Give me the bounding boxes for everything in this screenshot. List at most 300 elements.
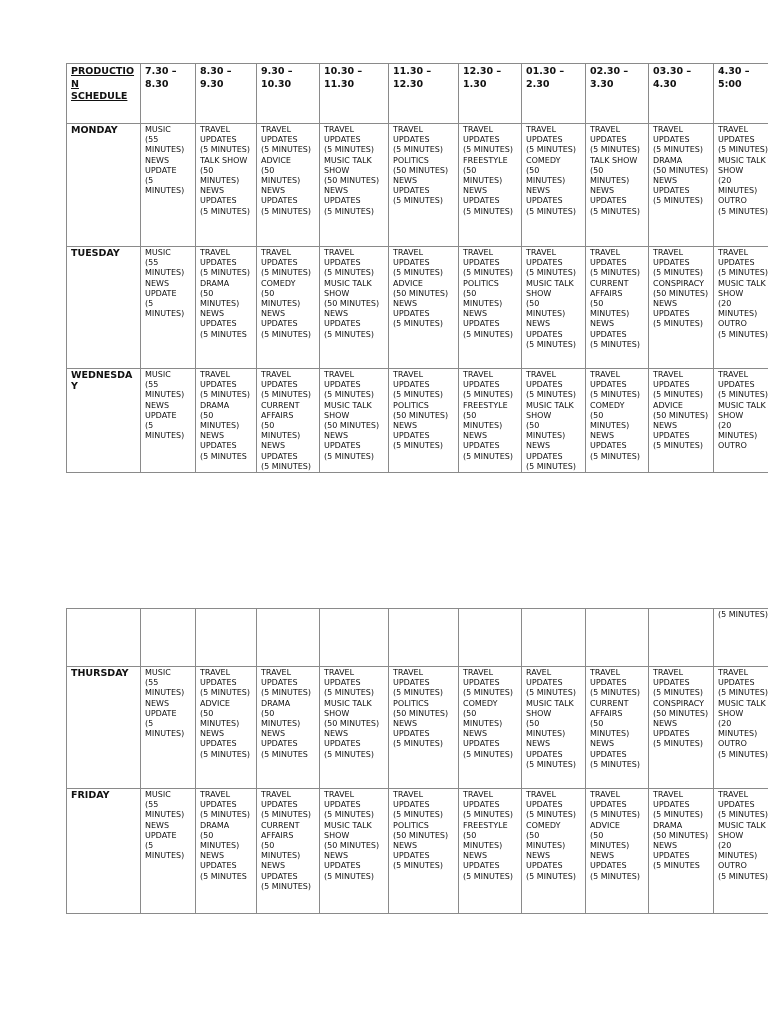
- program-line: NEWS UPDATES: [324, 309, 361, 329]
- program-line: POLITICS: [463, 278, 499, 288]
- program-line: (5 MINUTES): [261, 390, 311, 400]
- program-line: (50 MINUTES): [324, 299, 380, 309]
- program-line: (50 MINUTES): [526, 830, 566, 851]
- program-line: (50 MINUTES): [200, 410, 240, 431]
- program-line: (5 MINUTES): [324, 749, 374, 759]
- program-line: (5 MINUTES): [590, 451, 640, 461]
- program-line: NEWS UPDATES: [261, 441, 298, 461]
- program-line: (50 MINUTES): [526, 719, 566, 739]
- program-line: (50 MINUTES): [463, 830, 503, 851]
- program-line: MUSIC: [145, 668, 171, 677]
- program-line: POLITICS: [393, 820, 429, 830]
- program-line: (5 MINUTES): [200, 268, 250, 278]
- program-cell: [141, 247, 196, 369]
- program-line: (5 MINUTES): [261, 329, 311, 339]
- program-line: (5 MINUTES): [463, 206, 513, 216]
- program-line: CURRENT AFFAIRS: [261, 400, 300, 420]
- program-line: TRAVEL UPDATES: [653, 370, 690, 390]
- program-line: NEWS UPDATES: [324, 431, 361, 451]
- program-cell: [649, 124, 714, 247]
- program-line: TRAVEL UPDATES: [590, 370, 627, 390]
- program-line: (5 MINUTES): [463, 810, 513, 820]
- program-line: TRAVEL UPDATES: [200, 668, 237, 688]
- program-line: TRAVEL UPDATES: [718, 248, 755, 268]
- program-line: (50 MINUTES): [393, 288, 449, 298]
- program-line: NEWS UPDATES: [200, 186, 237, 206]
- day-label: FRIDAY: [67, 789, 141, 914]
- program-line: (5 MINUTES): [718, 810, 768, 820]
- program-line: NEWS UPDATES: [261, 186, 298, 206]
- program-line: (5 MINUTES): [653, 441, 703, 451]
- program-line: COMEDY: [261, 278, 296, 288]
- program-cell: [522, 789, 586, 914]
- program-line: (5 MINUTES): [324, 206, 374, 216]
- program-line: COMEDY: [463, 698, 498, 708]
- program-line: NEWS UPDATES: [463, 729, 500, 749]
- time-slot-header: 7.30 – 8.30: [141, 64, 196, 124]
- program-line: (5 MINUTES): [393, 441, 443, 451]
- program-line: (50 MINUTES): [463, 288, 503, 309]
- program-cell: [649, 789, 714, 914]
- program-line: (5 MINUTES): [324, 810, 374, 820]
- continuation-cell: [320, 609, 389, 667]
- program-line: (5 MINUTES): [526, 688, 576, 698]
- program-cell: [586, 667, 649, 789]
- program-line: (5 MINUTES): [526, 871, 576, 881]
- program-line: NEWS UPDATES: [463, 851, 500, 871]
- program-line: CURRENT AFFAIRS: [590, 698, 629, 718]
- program-line: (5 MINUTES: [261, 749, 308, 759]
- program-line: TRAVEL UPDATES: [590, 125, 627, 145]
- program-line: (55 MINUTES): [145, 678, 185, 698]
- program-line: NEWS UPDATE: [145, 278, 177, 298]
- program-cell: [522, 124, 586, 247]
- program-line: (50 MINUTES): [463, 708, 503, 729]
- program-line: NEWS UPDATES: [590, 851, 627, 871]
- program-line: (5 MINUTES): [324, 871, 374, 881]
- program-line: (5 MINUTES): [463, 871, 513, 881]
- program-line: (50 MINUTES): [324, 841, 380, 851]
- day-row: [67, 789, 768, 914]
- program-line: MUSIC TALK SHOW: [526, 278, 574, 298]
- program-cell: [257, 369, 320, 473]
- program-line: (5 MINUTES): [200, 749, 250, 759]
- program-line: CURRENT AFFAIRS: [261, 820, 300, 840]
- program-line: (5 MINUTES): [145, 841, 185, 861]
- program-line: MUSIC: [145, 790, 171, 799]
- program-cell: [257, 247, 320, 369]
- program-line: (50 MINUTES): [590, 719, 630, 739]
- program-line: (50 MINUTES): [463, 410, 503, 431]
- program-line: (5 MINUTES: [200, 871, 247, 881]
- program-line: DRAMA: [200, 820, 230, 830]
- time-slot-header: 9.30 – 10.30: [257, 64, 320, 124]
- continuation-cell: [196, 609, 257, 667]
- program-line: NEWS UPDATES: [526, 739, 563, 759]
- program-line: (50 MINUTES): [200, 708, 240, 729]
- program-cell: [196, 247, 257, 369]
- program-cell: [586, 369, 649, 473]
- program-line: NEWS UPDATES: [200, 729, 237, 749]
- program-line: NEWS UPDATES: [393, 719, 430, 739]
- program-cell: [649, 667, 714, 789]
- header-row: [67, 64, 768, 124]
- program-line: MUSIC TALK SHOW: [324, 400, 372, 420]
- program-cell: [141, 124, 196, 247]
- program-line: (5 MINUTES): [590, 871, 640, 881]
- time-slot-header: 01.30 – 2.30: [522, 64, 586, 124]
- program-line: (50 MINUTES): [200, 288, 240, 309]
- program-line: TRAVEL UPDATES: [526, 370, 563, 390]
- program-line: (5 MINUTES): [393, 268, 443, 278]
- program-cell: [586, 247, 649, 369]
- program-line: (5 MINUTES): [145, 299, 185, 319]
- program-cell: [522, 369, 586, 473]
- program-line: (50 MINUTES): [393, 830, 449, 840]
- program-line: (5 MINUTES): [261, 268, 311, 278]
- program-line: (50 MINUTES): [324, 719, 380, 729]
- continuation-cell: [389, 609, 459, 667]
- program-line: NEWS UPDATES: [324, 729, 361, 749]
- program-line: (5 MINUTES): [261, 206, 311, 216]
- program-line: (5 MINUTES): [393, 688, 443, 698]
- program-line: TRAVEL UPDATES: [526, 790, 563, 810]
- program-line: NEWS UPDATES: [393, 176, 430, 196]
- program-line: COMEDY: [526, 820, 561, 830]
- program-cell: [459, 247, 522, 369]
- program-line: ADVICE: [200, 698, 230, 708]
- program-line: TRAVEL UPDATES: [200, 248, 237, 268]
- program-line: (5 MINUTES): [653, 268, 703, 278]
- day-row: [67, 247, 768, 369]
- program-line: NEWS UPDATE: [145, 400, 177, 420]
- program-line: TRAVEL UPDATES: [718, 125, 755, 145]
- program-line: (5 MINUTES): [526, 268, 576, 278]
- continuation-cell: [67, 609, 141, 667]
- program-line: POLITICS: [393, 155, 429, 165]
- program-line: NEWS UPDATES: [393, 421, 430, 441]
- program-line: NEWS UPDATES: [590, 739, 627, 759]
- program-line: COMEDY: [590, 400, 625, 410]
- program-line: NEWS UPDATES: [590, 186, 627, 206]
- program-cell: [389, 369, 459, 473]
- program-line: MUSIC TALK SHOW: [718, 820, 766, 840]
- program-cell: [586, 789, 649, 914]
- time-slot-header: 4.30 – 5:00: [714, 64, 768, 124]
- program-cell: [257, 789, 320, 914]
- program-line: (5 MINUTES: [200, 329, 247, 339]
- program-line: TRAVEL UPDATES: [590, 248, 627, 268]
- program-line: (5 MINUTES): [200, 390, 250, 400]
- program-line: NEWS UPDATES: [526, 186, 563, 206]
- program-line: (5 MINUTES): [718, 390, 768, 400]
- program-line: TRAVEL UPDATES: [261, 125, 298, 145]
- program-line: (5 MINUTES): [590, 810, 640, 820]
- program-cell: [320, 369, 389, 473]
- program-line: TRAVEL UPDATES: [261, 668, 298, 688]
- program-line: NEWS UPDATES: [393, 299, 430, 319]
- program-line: (5 MINUTES): [324, 329, 374, 339]
- program-line: (5 MINUTES): [590, 145, 640, 155]
- program-line: MUSIC: [145, 370, 171, 379]
- program-line: (5 MINUTES): [463, 145, 513, 155]
- program-line: ADVICE: [653, 400, 683, 410]
- program-line: ADVICE: [590, 820, 620, 830]
- time-slot-header: 11.30 – 12.30: [389, 64, 459, 124]
- program-line: (50 MINUTES): [261, 421, 301, 441]
- program-line: (20 MINUTES): [718, 299, 758, 319]
- program-line: NEWS UPDATES: [590, 431, 627, 451]
- program-line: MUSIC TALK SHOW: [718, 400, 766, 420]
- program-cell: [389, 247, 459, 369]
- program-line: MUSIC TALK SHOW: [526, 698, 574, 718]
- program-line: TRAVEL UPDATES: [718, 790, 755, 810]
- continuation-cell: [522, 609, 586, 667]
- program-line: (5 MINUTES): [718, 749, 768, 759]
- program-line: (5 MINUTES): [200, 688, 250, 698]
- program-line: CONSPIRACY: [653, 278, 705, 288]
- program-line: (50 MINUTES): [393, 410, 449, 420]
- program-cell: [459, 789, 522, 914]
- program-line: (50 MINUTES): [653, 708, 709, 718]
- continuation-cell: [649, 609, 714, 667]
- program-line: (5 MINUTES): [526, 339, 576, 349]
- program-line: NEWS UPDATES: [653, 421, 690, 441]
- program-line: DRAMA: [653, 820, 683, 830]
- program-line: (50 MINUTES): [393, 708, 449, 718]
- program-line: (5 MINUTES): [145, 176, 185, 196]
- program-line: NEWS UPDATES: [463, 309, 500, 329]
- program-cell: [196, 789, 257, 914]
- program-line: TRAVEL UPDATES: [463, 125, 500, 145]
- program-line: POLITICS: [393, 698, 429, 708]
- program-cell: [257, 667, 320, 789]
- program-line: MUSIC TALK SHOW: [718, 278, 766, 298]
- program-cell: [141, 369, 196, 473]
- program-line: TRAVEL UPDATES: [393, 248, 430, 268]
- program-line: NEWS UPDATE: [145, 820, 177, 840]
- program-line: TRAVEL UPDATES: [653, 125, 690, 145]
- program-line: FREESTYLE: [463, 820, 508, 830]
- program-line: (20 MINUTES): [718, 841, 758, 861]
- program-line: NEWS UPDATES: [653, 176, 690, 196]
- program-line: COMEDY: [526, 155, 561, 165]
- program-line: (50 MINUTES): [324, 176, 380, 186]
- program-line: (5 MINUTES): [653, 390, 703, 400]
- program-line: FREESTYLE: [463, 155, 508, 165]
- program-line: TRAVEL UPDATES: [393, 125, 430, 145]
- program-line: (5 MINUTES): [324, 145, 374, 155]
- program-line: (5 MINUTES): [526, 759, 576, 769]
- program-line: TRAVEL UPDATES: [463, 370, 500, 390]
- program-line: TRAVEL UPDATES: [200, 125, 237, 145]
- time-slot-header: 12.30 – 1.30: [459, 64, 522, 124]
- time-slot-header: 03.30 – 4.30: [649, 64, 714, 124]
- program-line: NEWS UPDATES: [463, 186, 500, 206]
- program-line: (5 MINUTES): [145, 421, 185, 441]
- program-line: (5 MINUTES): [324, 451, 374, 461]
- continuation-cell: [257, 609, 320, 667]
- program-line: (5 MINUTES): [526, 206, 576, 216]
- program-line: (55 MINUTES): [145, 135, 185, 155]
- program-line: (5 MINUTES): [200, 145, 250, 155]
- program-cell: [196, 369, 257, 473]
- corner-label: [67, 64, 141, 124]
- program-line: (5 MINUTES): [261, 461, 311, 471]
- continuation-cell: [586, 609, 649, 667]
- program-line: (5 MINUTES): [393, 319, 443, 329]
- program-line: TRAVEL UPDATES: [324, 248, 361, 268]
- program-line: NEWS UPDATES: [200, 431, 237, 451]
- program-line: (50 MINUTES): [393, 165, 449, 175]
- program-line: NEWS UPDATES: [261, 309, 298, 329]
- program-line: (5 MINUTES): [526, 145, 576, 155]
- program-line: NEWS UPDATES: [653, 841, 690, 861]
- program-line: TRAVEL UPDATES: [324, 370, 361, 390]
- program-line: NEWS UPDATES: [324, 851, 361, 871]
- day-label: TUESDAY: [67, 247, 141, 369]
- program-line: (5 MINUTES): [324, 688, 374, 698]
- day-label: MONDAY: [67, 124, 141, 247]
- page2-body: [67, 667, 768, 914]
- program-line: TRAVEL UPDATES: [261, 790, 298, 810]
- program-line: (5 MINUTES): [393, 390, 443, 400]
- program-line: (50 MINUTES): [261, 165, 301, 186]
- program-line: TRAVEL UPDATES: [526, 248, 563, 268]
- program-cell: [459, 667, 522, 789]
- program-line: (5 MINUTES): [463, 451, 513, 461]
- program-line: TRAVEL UPDATES: [590, 668, 627, 688]
- program-line: (5 MINUTES): [590, 688, 640, 698]
- program-line: (5 MINUTES): [526, 390, 576, 400]
- program-cell: [459, 124, 522, 247]
- program-line: (5 MINUTES): [718, 871, 768, 881]
- program-line: (5 MINUTES): [200, 810, 250, 820]
- program-line: (5 MINUTES): [653, 319, 703, 329]
- program-cell: [714, 124, 768, 247]
- program-line: (50 MINUTES): [463, 165, 503, 186]
- program-line: (50 MINUTES): [200, 165, 240, 186]
- continuation-cell: [714, 609, 768, 667]
- schedule-table-page2: [66, 608, 768, 914]
- program-line: POLITICS: [393, 400, 429, 410]
- program-line: OUTRO: [718, 196, 747, 206]
- continuation-cell: [459, 609, 522, 667]
- program-line: (5 MINUTES): [261, 810, 311, 820]
- program-line: OUTRO: [718, 739, 747, 749]
- program-line: TRAVEL UPDATES: [200, 790, 237, 810]
- program-line: NEWS UPDATES: [526, 851, 563, 871]
- program-line: (5 MINUTES): [653, 145, 703, 155]
- program-line: (5 MINUTES): [526, 810, 576, 820]
- program-line: MUSIC TALK SHOW: [718, 698, 766, 718]
- program-line: (50 MINUTES): [653, 288, 709, 298]
- program-line: NEWS UPDATES: [393, 841, 430, 861]
- program-line: (5 MINUTES): [653, 810, 703, 820]
- program-line: TRAVEL UPDATES: [463, 248, 500, 268]
- program-line: (55 MINUTES): [145, 800, 185, 820]
- program-line: (5 MINUTES): [261, 881, 311, 891]
- program-line: (5 MINUTES): [590, 206, 640, 216]
- program-line: NEWS UPDATE: [145, 155, 177, 175]
- program-line: (50 MINUTES): [261, 841, 301, 861]
- program-cell: [522, 247, 586, 369]
- program-line: (5 MINUTES): [324, 390, 374, 400]
- production-schedule-title: PRODUCTION SCHEDULE: [71, 66, 135, 102]
- program-line: (50 MINUTES): [653, 410, 709, 420]
- program-line: TRAVEL UPDATES: [393, 790, 430, 810]
- continuation-cell: [141, 609, 196, 667]
- program-cell: [141, 667, 196, 789]
- program-line: (5 MINUTES): [718, 688, 768, 698]
- program-cell: [459, 369, 522, 473]
- program-line: FREESTYLE: [463, 400, 508, 410]
- program-line: (5 MINUTES: [200, 451, 247, 461]
- program-line: TRAVEL UPDATES: [324, 668, 361, 688]
- program-line: TRAVEL UPDATES: [393, 370, 430, 390]
- program-line: TRAVEL UPDATES: [653, 248, 690, 268]
- program-line: TRAVEL UPDATES: [653, 790, 690, 810]
- time-slot-header: 02.30 – 3.30: [586, 64, 649, 124]
- program-line: TRAVEL UPDATES: [200, 370, 237, 390]
- program-line: (5 MINUTES): [718, 145, 768, 155]
- program-line: NEWS UPDATES: [463, 431, 500, 451]
- program-line: OUTRO: [718, 319, 747, 329]
- program-line: (50 MINUTES): [261, 708, 301, 729]
- program-line: (5 MINUTES): [718, 268, 768, 278]
- day-label: WEDNESDAY: [67, 369, 141, 473]
- program-line: RAVEL UPDATES: [526, 668, 563, 688]
- program-cell: [649, 247, 714, 369]
- program-cell: [522, 667, 586, 789]
- program-line: NEWS UPDATES: [526, 441, 563, 461]
- page1-body: [67, 124, 768, 473]
- program-line: (50 MINUTES): [590, 410, 630, 431]
- program-line: NEWS UPDATES: [653, 299, 690, 319]
- program-cell: [714, 667, 768, 789]
- program-line: DRAMA: [261, 698, 291, 708]
- program-line: TRAVEL UPDATES: [718, 370, 755, 390]
- program-cell: [389, 667, 459, 789]
- program-line: (5 MINUTES): [653, 739, 703, 749]
- program-line: TRAVEL UPDATES: [324, 790, 361, 810]
- program-cell: [586, 124, 649, 247]
- program-line: MUSIC TALK SHOW: [324, 698, 372, 718]
- program-cell: [320, 789, 389, 914]
- program-line: (5 MINUTES): [145, 719, 185, 739]
- program-cell: [389, 789, 459, 914]
- program-line: (5 MINUTES): [653, 688, 703, 698]
- program-line: TRAVEL UPDATES: [463, 668, 500, 688]
- program-line: OUTRO: [718, 441, 747, 451]
- program-line: (5 MINUTES): [393, 145, 443, 155]
- program-cell: [320, 124, 389, 247]
- program-line: (50 MINUTES): [526, 299, 566, 319]
- program-line: (20 MINUTES): [718, 719, 758, 739]
- program-line: (50 MINUTES): [590, 165, 630, 186]
- program-line: (5 MINUTES): [526, 461, 576, 471]
- program-line: MUSIC TALK SHOW: [324, 155, 372, 175]
- program-cell: [714, 369, 768, 473]
- program-line: (50 MINUTES): [324, 421, 380, 431]
- program-line: NEWS UPDATES: [324, 186, 361, 206]
- program-line: (5 MINUTES): [200, 206, 250, 216]
- schedule-table-page1: [66, 63, 768, 473]
- program-cell: [714, 789, 768, 914]
- program-line: TALK SHOW: [200, 155, 248, 165]
- program-line: NEWS UPDATE: [145, 698, 177, 718]
- program-line: (50 MINUTES): [526, 421, 566, 441]
